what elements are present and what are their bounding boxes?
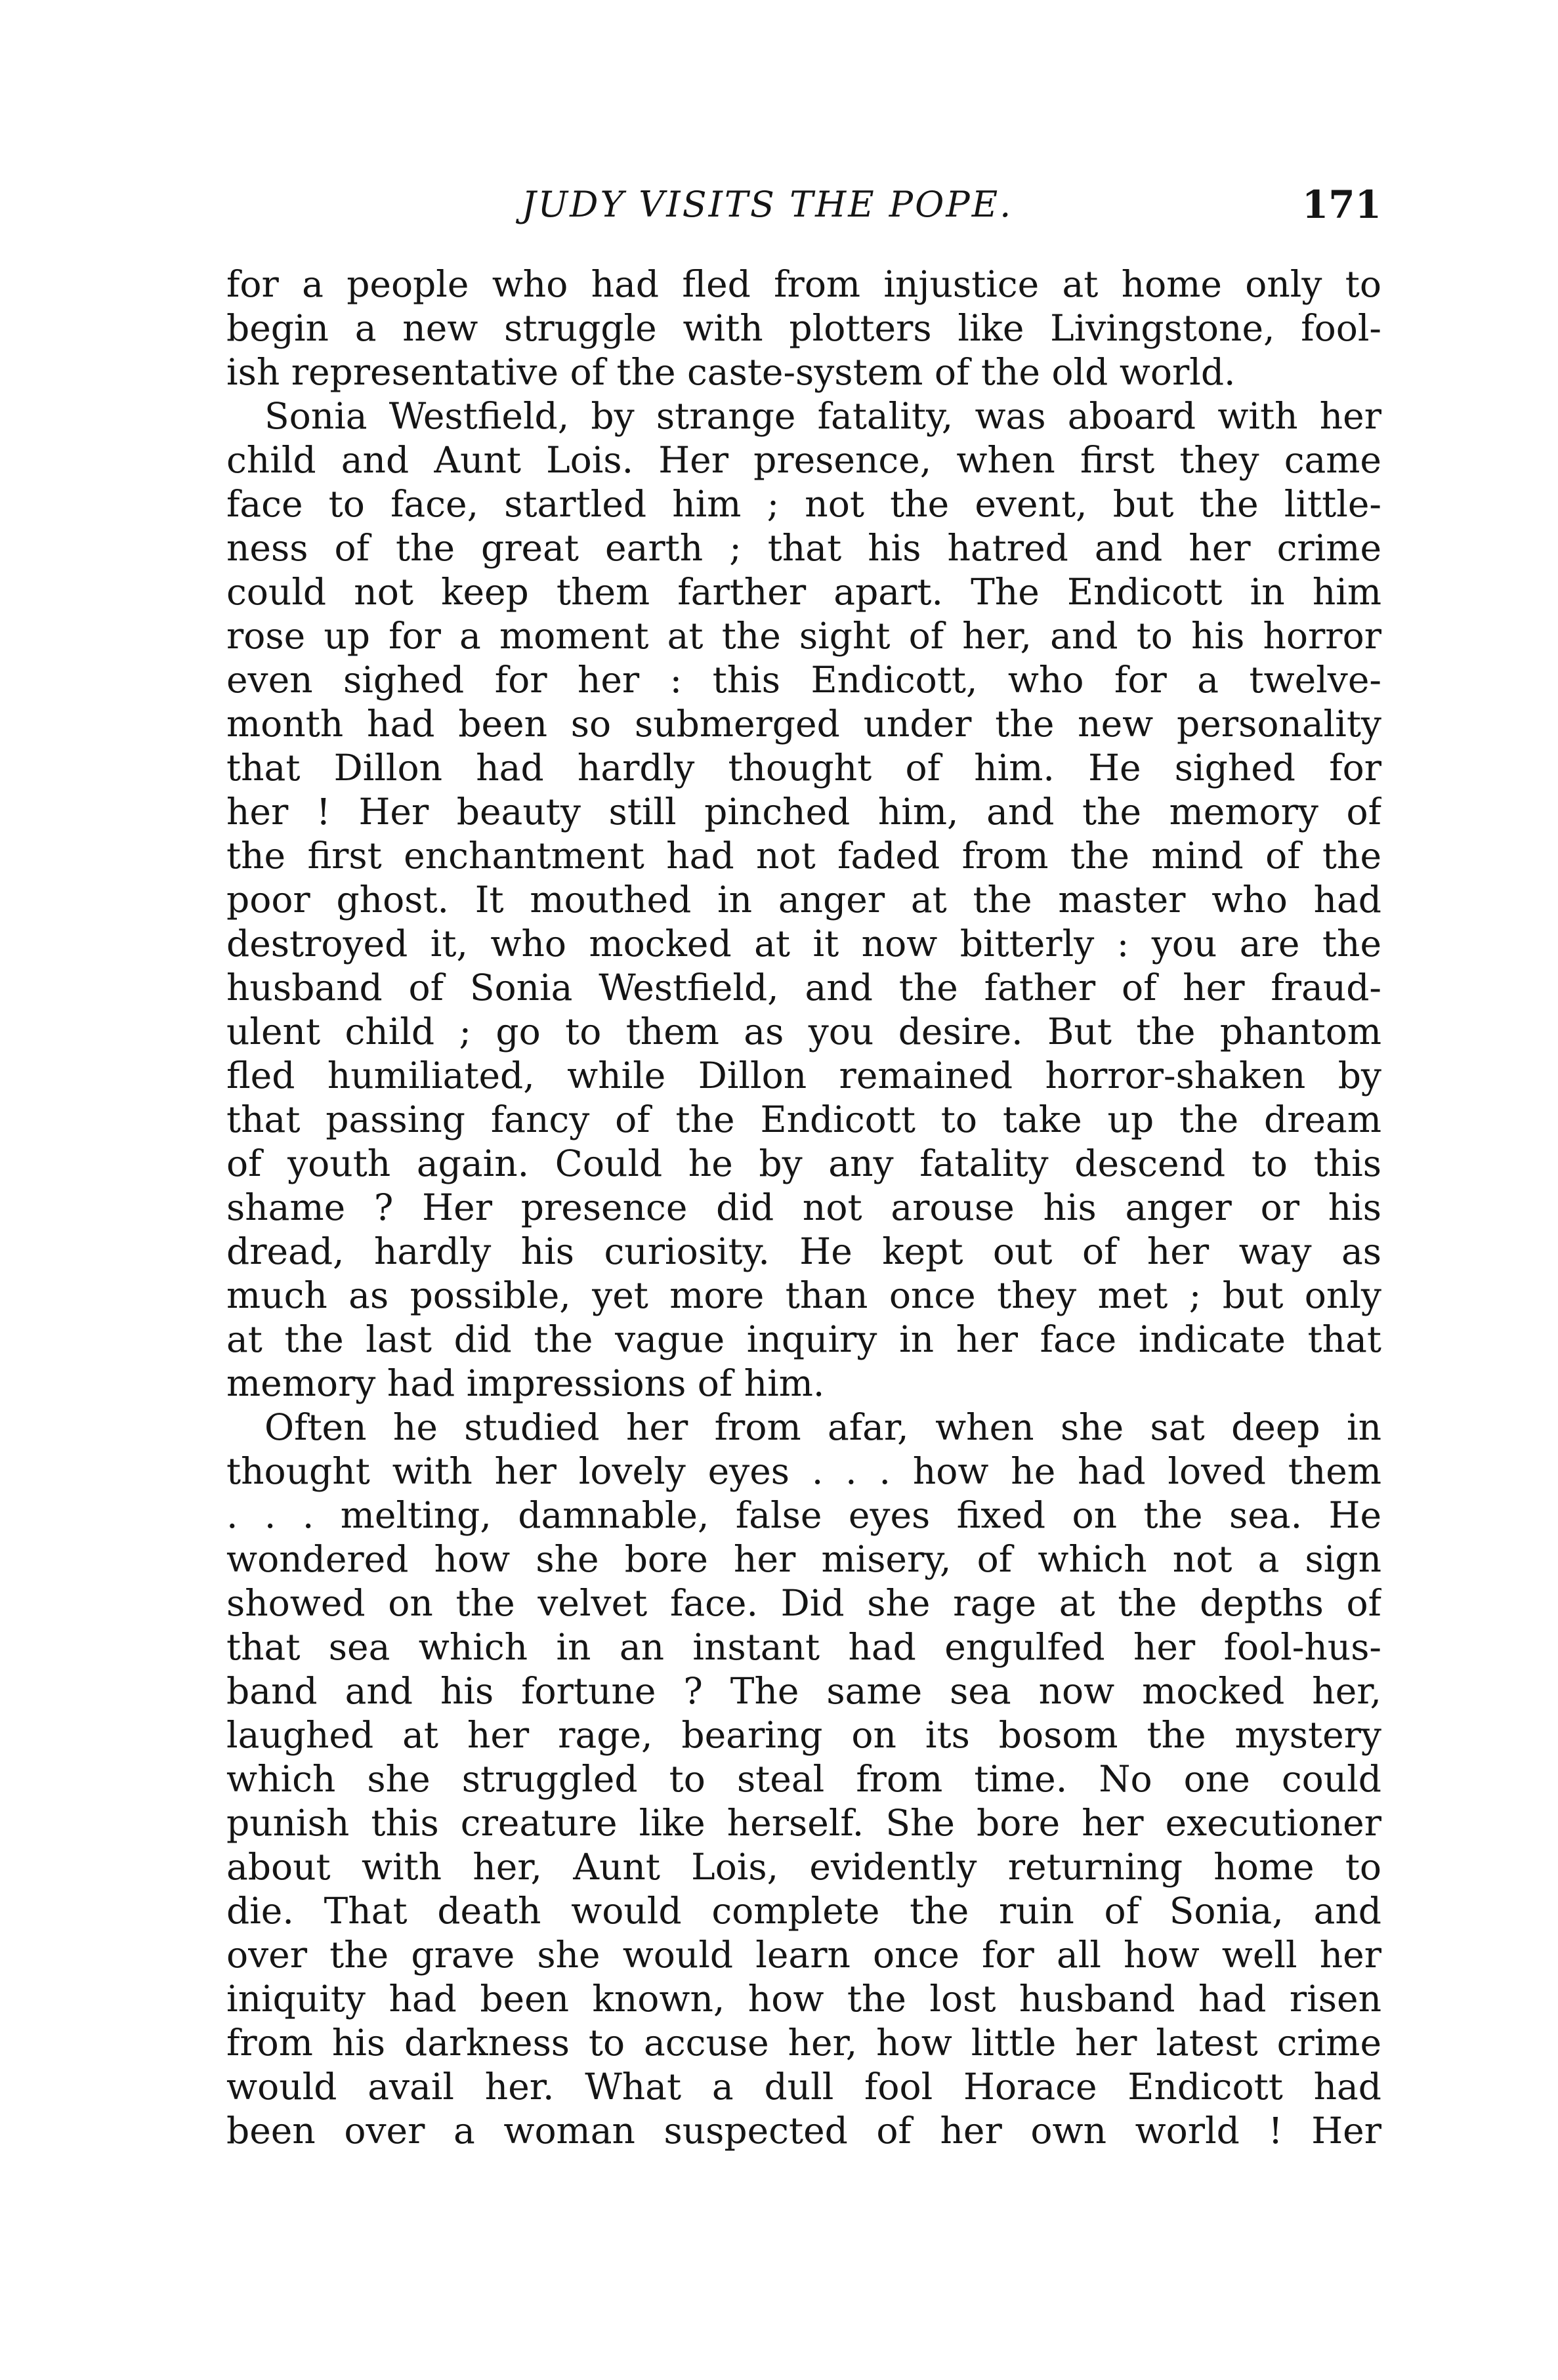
text-line: . . . melting, damnable, false eyes fixed on the sea. He (226, 1494, 1381, 1536)
text-line: dread, hardly his curiosity. He kept out of her way as (226, 1230, 1381, 1272)
text-line: ish representative of the caste-system of the old world. (226, 351, 1236, 393)
text-line: iniquity had been known, how the lost husband had risen (226, 1978, 1381, 2020)
text-line: about with her, Aunt Lois, evidently returning home to (226, 1846, 1381, 1888)
text-line: shame ? Her presence did not arouse his anger or his (226, 1186, 1381, 1228)
text-line: Often he studied her from afar, when she sat deep in (264, 1406, 1381, 1448)
text-line: wondered how she bore her misery, of which not a sign (226, 1538, 1381, 1580)
text-line: even sighed for her : this Endicott, who for a twelve- (226, 659, 1381, 701)
text-line: her ! Her beauty still pinched him, and the memory of (226, 791, 1381, 833)
text-line: laughed at her rage, bearing on its bosom the mystery (226, 1714, 1381, 1756)
text-line: ness of the great earth ; that his hatred and her crime (226, 527, 1381, 569)
running-head (226, 178, 1381, 231)
page-number: 171 (1301, 182, 1381, 227)
text-line: destroyed it, who mocked at it now bitterly : you are the (226, 923, 1381, 965)
text-line: fled humiliated, while Dillon remained horror-shaken by (226, 1054, 1381, 1096)
text-line: of youth again. Could he by any fatality descend to this (226, 1142, 1381, 1184)
text-line: been over a woman suspected of her own world ! Her (226, 2110, 1381, 2152)
text-line: at the last did the vague inquiry in her face indicate that (226, 1318, 1381, 1360)
text-line: face to face, startled him ; not the event, but the little- (226, 483, 1381, 525)
text-line: over the grave she would learn once for all how well her (226, 1934, 1381, 1976)
text-line: the first enchantment had not faded from the mind of the (226, 835, 1381, 877)
body-text (226, 262, 1381, 2153)
text-line: punish this creature like herself. She bore her executioner (226, 1802, 1381, 1844)
text-line: month had been so submerged under the new personality (226, 703, 1381, 745)
text-line: that passing fancy of the Endicott to take up the dream (226, 1098, 1381, 1140)
text-line: which she struggled to steal from time. No one could (226, 1758, 1381, 1800)
text-line: begin a new struggle with plotters like Livingstone, fool- (226, 307, 1381, 349)
text-line: from his darkness to accuse her, how little her latest crime (226, 2022, 1381, 2064)
text-line: could not keep them farther apart. The Endicott in him (226, 571, 1381, 613)
text-line: would avail her. What a dull fool Horace Endicott had (226, 2066, 1381, 2108)
text-line: showed on the velvet face. Did she rage at the depths of (226, 1582, 1381, 1624)
text-line: die. That death would complete the ruin of Sonia, and (226, 1890, 1381, 1932)
running-title: JUDY VISITS THE POPE. (522, 184, 1013, 225)
text-line: poor ghost. It mouthed in anger at the master who had (226, 879, 1381, 921)
text-line: ulent child ; go to them as you desire. But the phantom (226, 1011, 1381, 1053)
text-line: for a people who had fled from injustice at home only to (226, 263, 1381, 305)
text-line: husband of Sonia Westfield, and the father of her fraud- (226, 967, 1381, 1009)
text-line: rose up for a moment at the sight of her, and to his horror (226, 615, 1381, 657)
text-line: memory had impressions of him. (226, 1362, 825, 1404)
text-line: thought with her lovely eyes . . . how he had loved them (226, 1450, 1381, 1492)
text-line: that sea which in an instant had engulfed her fool-hus- (226, 1626, 1381, 1668)
text-line: band and his fortune ? The same sea now mocked her, (226, 1670, 1381, 1712)
text-line: that Dillon had hardly thought of him. He sighed for (226, 747, 1381, 789)
text-line: much as possible, yet more than once they met ; but only (226, 1274, 1381, 1316)
text-line: child and Aunt Lois. Her presence, when first they came (226, 439, 1381, 481)
text-line: Sonia Westfield, by strange fatality, was aboard with her (264, 395, 1381, 437)
